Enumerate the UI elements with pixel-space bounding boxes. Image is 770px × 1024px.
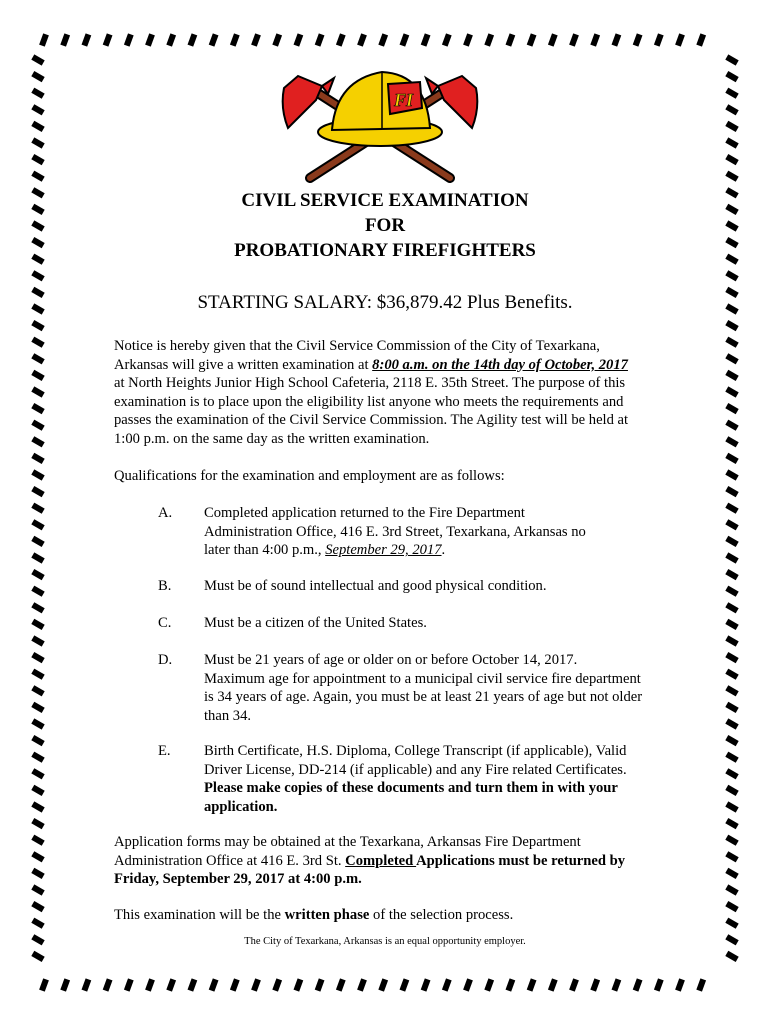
border-dash xyxy=(315,33,325,46)
border-dash xyxy=(725,718,738,729)
border-dash xyxy=(31,785,44,796)
border-dash xyxy=(357,978,367,991)
border-dash xyxy=(725,420,738,431)
border-dash xyxy=(357,33,367,46)
border-dash xyxy=(463,33,473,46)
border-dash xyxy=(725,685,738,696)
border-dash xyxy=(725,818,738,829)
border-dash xyxy=(725,71,738,82)
border-dash xyxy=(31,370,44,381)
application-line: Application forms may be obtained at the Texarkana, Arkansas Fire Department xyxy=(114,834,581,850)
border-dash xyxy=(31,602,44,613)
border-dash xyxy=(548,978,558,991)
phase-paragraph xyxy=(114,906,659,925)
border-dash xyxy=(31,718,44,729)
border-dash xyxy=(31,320,44,331)
border-dash xyxy=(725,569,738,580)
border-dash xyxy=(506,978,516,991)
item-letter: C. xyxy=(158,615,172,631)
border-dash xyxy=(31,884,44,895)
border-dash xyxy=(31,386,44,397)
item-letter: B. xyxy=(158,578,172,594)
border-dash xyxy=(31,901,44,912)
border-dash xyxy=(442,33,452,46)
border-dash xyxy=(31,818,44,829)
border-dash xyxy=(31,420,44,431)
border-dash xyxy=(725,536,738,547)
item-line: Driver License, DD-214 (if applicable) and any Fire related Certificates. xyxy=(204,761,627,778)
border-dash xyxy=(725,884,738,895)
border-dash xyxy=(725,619,738,630)
border-dash xyxy=(725,702,738,713)
border-dash xyxy=(188,978,198,991)
border-dash xyxy=(31,635,44,646)
border-dash xyxy=(696,33,706,46)
border-dash xyxy=(31,486,44,497)
border-dash xyxy=(39,978,49,991)
page-title-line-2: FOR xyxy=(364,215,406,236)
border-dash xyxy=(31,685,44,696)
border-dash xyxy=(82,978,92,991)
border-dash xyxy=(166,33,176,46)
border-dash xyxy=(82,33,92,46)
border-dash xyxy=(31,154,44,165)
notice-line: examination is to place upon the eligibility list anyone who meets the requirements and xyxy=(114,393,624,410)
border-dash xyxy=(484,978,494,991)
item-line: Must be of sound intellectual and good physical condition. xyxy=(204,578,547,594)
border-dash xyxy=(527,978,537,991)
border-dash xyxy=(725,270,738,281)
border-dash xyxy=(633,33,643,46)
border-dash xyxy=(315,978,325,991)
border-dash xyxy=(145,978,155,991)
border-dash xyxy=(725,104,738,115)
border-dash xyxy=(209,978,219,991)
item-line: is 34 years of age. Again, you must be at least 21 years of age but not older xyxy=(204,689,643,706)
notice-line: Notice is hereby given that the Civil Service Commission of the City of Texarkana, xyxy=(114,338,600,354)
border-dash xyxy=(675,978,685,991)
border-dash xyxy=(31,469,44,480)
page-title-line-3: PROBATIONARY FIREFIGHTERS xyxy=(234,240,536,261)
border-dash xyxy=(60,33,70,46)
border-dash xyxy=(725,552,738,563)
firefighter-helmet-crossed-axes-icon xyxy=(270,58,490,188)
border-dash xyxy=(725,835,738,846)
item-line: Maximum age for appointment to a municipal civil service fire department xyxy=(204,670,641,687)
border-dash xyxy=(124,978,134,991)
border-dash xyxy=(725,386,738,397)
border-dash xyxy=(725,154,738,165)
starting-salary: STARTING SALARY: $36,879.42 Plus Benefits. xyxy=(197,292,573,313)
border-dash xyxy=(725,519,738,530)
border-dash xyxy=(31,669,44,680)
border-dash xyxy=(725,503,738,514)
page-title-line-1: CIVIL SERVICE EXAMINATION xyxy=(241,190,529,211)
border-dash xyxy=(31,569,44,580)
border-dash xyxy=(725,486,738,497)
item-line: Completed application returned to the Fire Department xyxy=(204,505,525,521)
border-dash xyxy=(400,33,410,46)
equal-opportunity-footer: The City of Texarkana, Arkansas is an equal opportunity employer. xyxy=(244,936,526,947)
border-dash xyxy=(31,453,44,464)
item-letter: D. xyxy=(158,652,173,668)
border-dash xyxy=(31,137,44,148)
border-dash xyxy=(725,735,738,746)
border-dash xyxy=(442,978,452,991)
border-dash xyxy=(31,403,44,414)
border-dash xyxy=(31,104,44,115)
border-dash xyxy=(103,33,113,46)
border-dash xyxy=(31,851,44,862)
notice-line: passes the examination of the Civil Service Commission. The Agility test will be held at xyxy=(114,412,629,429)
border-dash xyxy=(725,635,738,646)
border-dash xyxy=(60,978,70,991)
border-dash xyxy=(230,978,240,991)
border-dash xyxy=(725,403,738,414)
border-dash xyxy=(31,436,44,447)
border-dash xyxy=(378,33,388,46)
border-dash xyxy=(725,768,738,779)
border-dash xyxy=(548,33,558,46)
border-dash xyxy=(725,851,738,862)
border-dash xyxy=(31,337,44,348)
border-dash xyxy=(725,669,738,680)
border-dash xyxy=(725,652,738,663)
border-dash xyxy=(272,33,282,46)
border-dash xyxy=(188,33,198,46)
border-dash xyxy=(654,33,664,46)
border-dash xyxy=(725,370,738,381)
application-paragraph xyxy=(114,833,659,889)
border-dash xyxy=(725,469,738,480)
item-letter: E. xyxy=(158,743,171,759)
item-line-bold: application. xyxy=(204,798,278,815)
border-dash xyxy=(294,33,304,46)
border-dash xyxy=(31,619,44,630)
border-dash xyxy=(336,33,346,46)
helmet-badge: FI xyxy=(394,90,414,110)
border-dash xyxy=(31,71,44,82)
application-deadline-line: Friday, September 29, 2017 at 4:00 p.m. xyxy=(114,871,362,888)
border-dash xyxy=(725,951,738,962)
border-dash xyxy=(378,978,388,991)
border-dash xyxy=(484,33,494,46)
border-dash xyxy=(725,88,738,99)
border-dash xyxy=(725,337,738,348)
border-dash xyxy=(31,519,44,530)
border-dash xyxy=(612,33,622,46)
border-dash xyxy=(725,901,738,912)
border-dash xyxy=(31,735,44,746)
border-dash xyxy=(31,54,44,65)
border-dash xyxy=(31,171,44,182)
border-dash xyxy=(725,752,738,763)
written-phase-emphasis: written phase xyxy=(284,907,370,923)
border-dash xyxy=(725,353,738,364)
border-dash xyxy=(31,88,44,99)
qualifications-intro: Qualifications for the examination and employment are as follows: xyxy=(114,468,505,484)
phase-text: of the selection process. xyxy=(369,907,514,923)
border-dash xyxy=(31,121,44,132)
border-dash xyxy=(31,752,44,763)
border-dash xyxy=(209,33,219,46)
border-dash xyxy=(696,978,706,991)
item-line: than 34. xyxy=(204,707,252,724)
border-dash xyxy=(654,978,664,991)
item-line: Must be a citizen of the United States. xyxy=(204,615,427,631)
phase-text: This examination will be the xyxy=(114,907,285,923)
item-line-bold: Please make copies of these documents and turn them in with your xyxy=(204,780,618,797)
notice-line: at North Heights Junior High School Cafeteria, 2118 E. 35th Street. The purpose of this xyxy=(114,375,626,392)
border-dash xyxy=(725,320,738,331)
border-dash xyxy=(725,453,738,464)
border-dash xyxy=(31,951,44,962)
item-line: Administration Office, 416 E. 3rd Street, Texarkana, Arkansas no xyxy=(204,523,586,540)
border-dash xyxy=(725,918,738,929)
border-dash xyxy=(336,978,346,991)
border-dash xyxy=(31,353,44,364)
border-dash xyxy=(569,978,579,991)
border-dash xyxy=(31,868,44,879)
border-dash xyxy=(272,978,282,991)
border-dash xyxy=(31,918,44,929)
border-dash xyxy=(31,270,44,281)
application-line-bold: Applications must be returned by xyxy=(416,852,626,869)
border-dash xyxy=(230,33,240,46)
notice-line: Arkansas will give a written examination at xyxy=(114,356,373,373)
border-dash xyxy=(166,978,176,991)
border-dash xyxy=(725,586,738,597)
border-dash xyxy=(725,137,738,148)
border-dash xyxy=(31,552,44,563)
application-line: Administration Office at 416 E. 3rd St. xyxy=(114,852,346,869)
border-dash xyxy=(103,978,113,991)
border-dash xyxy=(294,978,304,991)
border-dash xyxy=(612,978,622,991)
border-dash xyxy=(725,868,738,879)
border-dash xyxy=(400,978,410,991)
border-dash xyxy=(31,835,44,846)
border-dash xyxy=(39,33,49,46)
application-deadline: September 29, 2017 xyxy=(325,542,442,559)
border-dash xyxy=(31,652,44,663)
border-dash xyxy=(725,171,738,182)
border-dash xyxy=(569,33,579,46)
item-line-end: . xyxy=(441,542,446,559)
border-dash xyxy=(31,586,44,597)
notice-line: 1:00 p.m. on the same day as the written examination. xyxy=(114,430,430,447)
item-line: Birth Certificate, H.S. Diploma, College Transcript (if applicable), Valid xyxy=(204,743,627,759)
border-dash xyxy=(506,33,516,46)
item-letter: A. xyxy=(158,505,173,521)
border-dash xyxy=(31,503,44,514)
border-dash xyxy=(590,33,600,46)
exam-date-time: 8:00 a.m. on the 14th day of October, 2017 xyxy=(372,356,628,373)
border-dash xyxy=(251,33,261,46)
border-dash xyxy=(31,536,44,547)
border-dash xyxy=(421,978,431,991)
border-dash xyxy=(675,33,685,46)
item-line: Must be 21 years of age or older on or before October 14, 2017. xyxy=(204,652,578,668)
border-dash xyxy=(145,33,155,46)
border-dash xyxy=(31,768,44,779)
border-dash xyxy=(633,978,643,991)
border-dash xyxy=(31,702,44,713)
border-dash xyxy=(31,801,44,812)
border-dash xyxy=(251,978,261,991)
border-dash xyxy=(124,33,134,46)
border-dash xyxy=(725,436,738,447)
border-dash xyxy=(725,602,738,613)
border-dash xyxy=(725,54,738,65)
notice-paragraph xyxy=(114,337,659,449)
completed-emphasis: Completed xyxy=(345,852,417,869)
border-dash xyxy=(590,978,600,991)
item-line: later than 4:00 p.m., xyxy=(204,542,326,559)
border-dash xyxy=(725,801,738,812)
border-dash xyxy=(421,33,431,46)
border-dash xyxy=(725,121,738,132)
border-dash xyxy=(725,785,738,796)
border-dash xyxy=(527,33,537,46)
border-dash xyxy=(463,978,473,991)
